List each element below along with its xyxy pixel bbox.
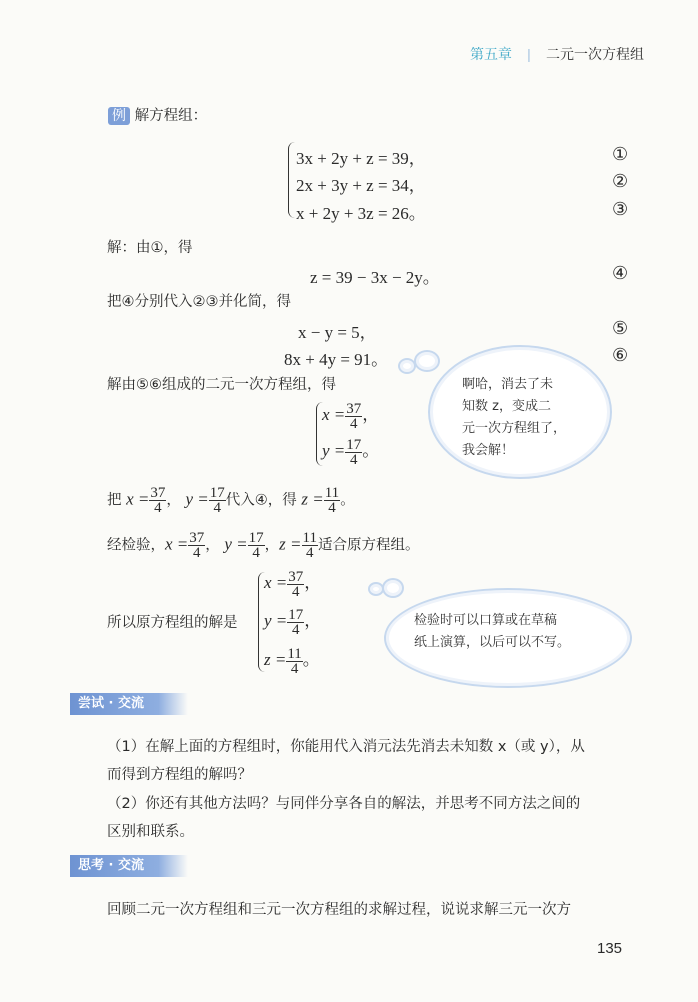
equation-1: 3x + 2y + z = 39， — [296, 149, 426, 168]
example-badge: 例 — [108, 107, 130, 125]
page-number: 135 — [597, 940, 623, 957]
final-z: z = $\frac{11}{4}$ 。 — [264, 645, 320, 677]
label-1: ① — [612, 144, 629, 164]
equation-3: x + 2y + 3z = 26。 — [296, 204, 426, 223]
thought-dot — [382, 578, 404, 598]
label-4: ④ — [612, 263, 629, 283]
equation-4: z = 39 − 3x − 2y。 — [310, 268, 440, 287]
final-y: y = $\frac{17}{4}$ ， — [264, 606, 322, 638]
think-exchange-banner: 思考 · 交流 — [70, 855, 188, 877]
running-header — [470, 44, 644, 64]
question-2-line-1: （2）你还有其他方法吗？与同伴分享各自的解法，并思考不同方法之间的 — [107, 796, 581, 812]
equation-6: 8x + 4y = 91。 — [284, 350, 389, 369]
chapter-title: 二元一次方程组 — [545, 47, 644, 63]
question-1-line-1: （1）在解上面的方程组时，你能用代入消元法先消去未知数 x（或 y），从 — [107, 739, 585, 755]
think-text: 回顾二元一次方程组和三元一次方程组的求解过程，说说求解三元一次方 — [107, 902, 571, 918]
final-answer-label: 所以原方程组的解是 — [107, 615, 238, 631]
thought-dot — [414, 350, 440, 372]
label-5: ⑤ — [612, 318, 629, 338]
fraction: $\frac{37}{4}$ — [346, 400, 362, 432]
final-x: x = $\frac{37}{4}$ ， — [264, 568, 322, 600]
y-solution: y = $\frac{17}{4}$ 。 — [322, 436, 380, 468]
system-brace — [288, 142, 295, 218]
solution-intro: 解：由①，得 — [107, 240, 193, 256]
example-prompt: 解方程组： — [134, 108, 208, 124]
substitution-line: 把 x = $\frac{37}{4}$ ， y = $\frac{17}{4}$ 代入④，得 z = $\frac{11}{4}$ 。 — [107, 485, 355, 516]
question-2-line-2: 区别和联系。 — [107, 824, 194, 840]
header-separator: | — [526, 48, 532, 63]
try-exchange-banner: 尝试 · 交流 — [70, 693, 188, 715]
check-line: 经检验，x = $\frac{37}{4}$ ， y = $\frac{17}{4}$ ，z = $\frac{11}{4}$ 适合原方程组。 — [107, 530, 420, 561]
equation-2: 2x + 3y + z = 34， — [296, 176, 426, 195]
label-6: ⑥ — [612, 345, 629, 365]
label-2: ② — [612, 171, 629, 191]
equation-5: x − y = 5， — [298, 323, 377, 342]
step-substitute: 把④分别代入②③并化简，得 — [107, 294, 291, 310]
x-solution: x = $\frac{37}{4}$ ， — [322, 400, 380, 432]
chapter-label: 第五章 — [470, 47, 512, 63]
question-1-line-2: 而得到方程组的解吗？ — [107, 767, 252, 783]
step-solve: 解由⑤⑥组成的二元一次方程组，得 — [107, 377, 336, 393]
bubble-1-text: 啊哈，消去了未 知数 z，变成二 元一次方程组了， 我会解！ — [462, 377, 567, 458]
label-3: ③ — [612, 199, 629, 219]
bubble-2-text: 检验时可以口算或在草稿 纸上演算，以后可以不写。 — [414, 613, 571, 650]
example-heading — [108, 104, 207, 125]
fraction: $\frac{17}{4}$ — [346, 436, 362, 468]
